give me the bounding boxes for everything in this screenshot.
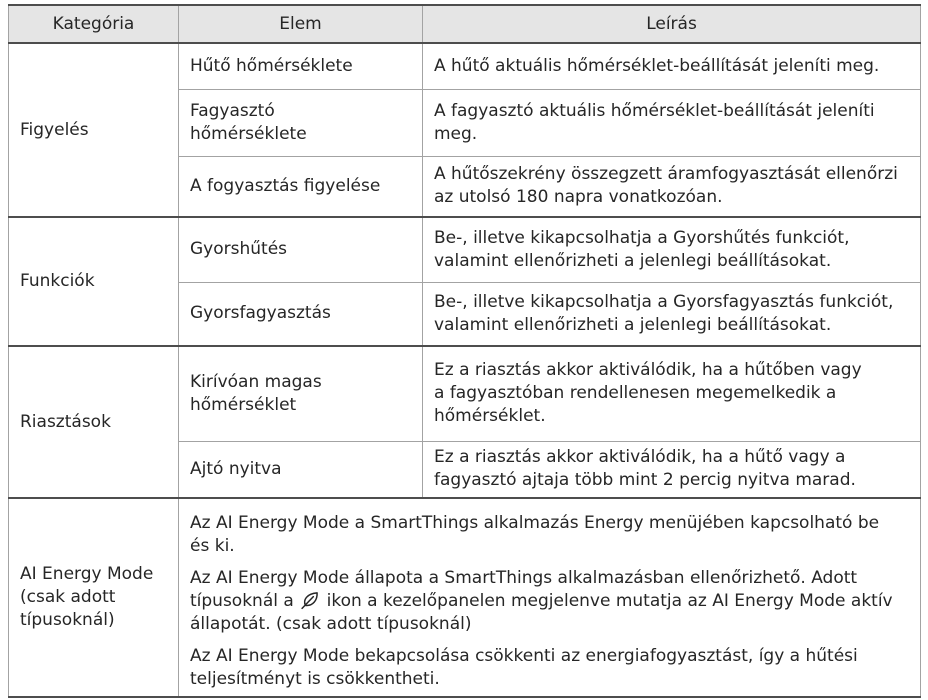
header-category: Kategória bbox=[9, 5, 179, 43]
ai-energy-paragraph-toggle: Az AI Energy Mode a SmartThings alkalmazás Energy menüjében kapcsolható be és ki. bbox=[190, 513, 880, 556]
feature-table bbox=[8, 4, 921, 698]
table-row bbox=[9, 346, 921, 441]
description-consumption-monitoring: A hűtőszekrény összegzett áramfogyasztását ellenőrzi az utolsó 180 napra vonatkozóan. bbox=[423, 156, 921, 217]
category-alerts: Riasztások bbox=[9, 346, 179, 498]
description-freezer-temperature: A fagyasztó aktuális hőmérséklet-beállítását jeleníti meg. bbox=[423, 89, 921, 156]
item-door-open-alert: Ajtó nyitva bbox=[179, 441, 423, 498]
description-high-temperature-alert: Ez a riasztás akkor aktiválódik, ha a hűtőben vagy a fagyasztóban rendellenesen megemelkedik a hőmérséklet. bbox=[423, 346, 921, 441]
table-row bbox=[9, 498, 921, 697]
header-item: Elem bbox=[179, 5, 423, 43]
category-functions: Funkciók bbox=[9, 217, 179, 346]
description-power-cool: Be-, illetve kikapcsolhatja a Gyorshűtés funkciót, valamint ellenőrizheti a jelenlegi beállításokat. bbox=[423, 217, 921, 282]
description-door-open-alert: Ez a riasztás akkor aktiválódik, ha a hűtő vagy a fagyasztó ajtaja több mint 2 percig nyitva marad. bbox=[423, 441, 921, 498]
item-high-temperature-alert: Kirívóan magas hőmérséklet bbox=[179, 346, 423, 441]
ai-energy-paragraph-status bbox=[190, 567, 912, 636]
description-fridge-temperature: A hűtő aktuális hőmérséklet-beállítását jeleníti meg. bbox=[423, 43, 921, 89]
header-description: Leírás bbox=[423, 5, 921, 43]
table-row bbox=[9, 43, 921, 89]
table-row bbox=[9, 217, 921, 282]
ai-energy-paragraph-effect: Az AI Energy Mode bekapcsolása csökkenti az energiafogyasztást, így a hűtési teljesítményt is csökkentheti. bbox=[190, 646, 858, 689]
item-power-freeze: Gyorsfagyasztás bbox=[179, 282, 423, 346]
item-power-cool: Gyorshűtés bbox=[179, 217, 423, 282]
item-fridge-temperature: Hűtő hőmérséklete bbox=[179, 43, 423, 89]
category-monitoring: Figyelés bbox=[9, 43, 179, 217]
item-consumption-monitoring: A fogyasztás figyelése bbox=[179, 156, 423, 217]
ai-energy-status-text-start: Az AI Energy Mode állapota a SmartThings alkalmazásban ellenőrizhető. Adott típusoknál a bbox=[190, 568, 858, 611]
leaf-icon bbox=[300, 590, 320, 610]
description-power-freeze: Be-, illetve kikapcsolhatja a Gyorsfagyasztás funkciót, valamint ellenőrizheti a jelenlegi beállításokat. bbox=[423, 282, 921, 346]
category-ai-energy-mode: AI Energy Mode (csak adott típusoknál) bbox=[9, 498, 179, 697]
ai-energy-mode-description bbox=[179, 498, 921, 697]
item-freezer-temperature: Fagyasztó hőmérséklete bbox=[179, 89, 423, 156]
header-row bbox=[9, 5, 921, 43]
ai-energy-status-text-end: ikon a kezelőpanelen megjelenve mutatja az AI Energy Mode aktív állapotát. (csak adott típusoknál) bbox=[190, 591, 893, 634]
